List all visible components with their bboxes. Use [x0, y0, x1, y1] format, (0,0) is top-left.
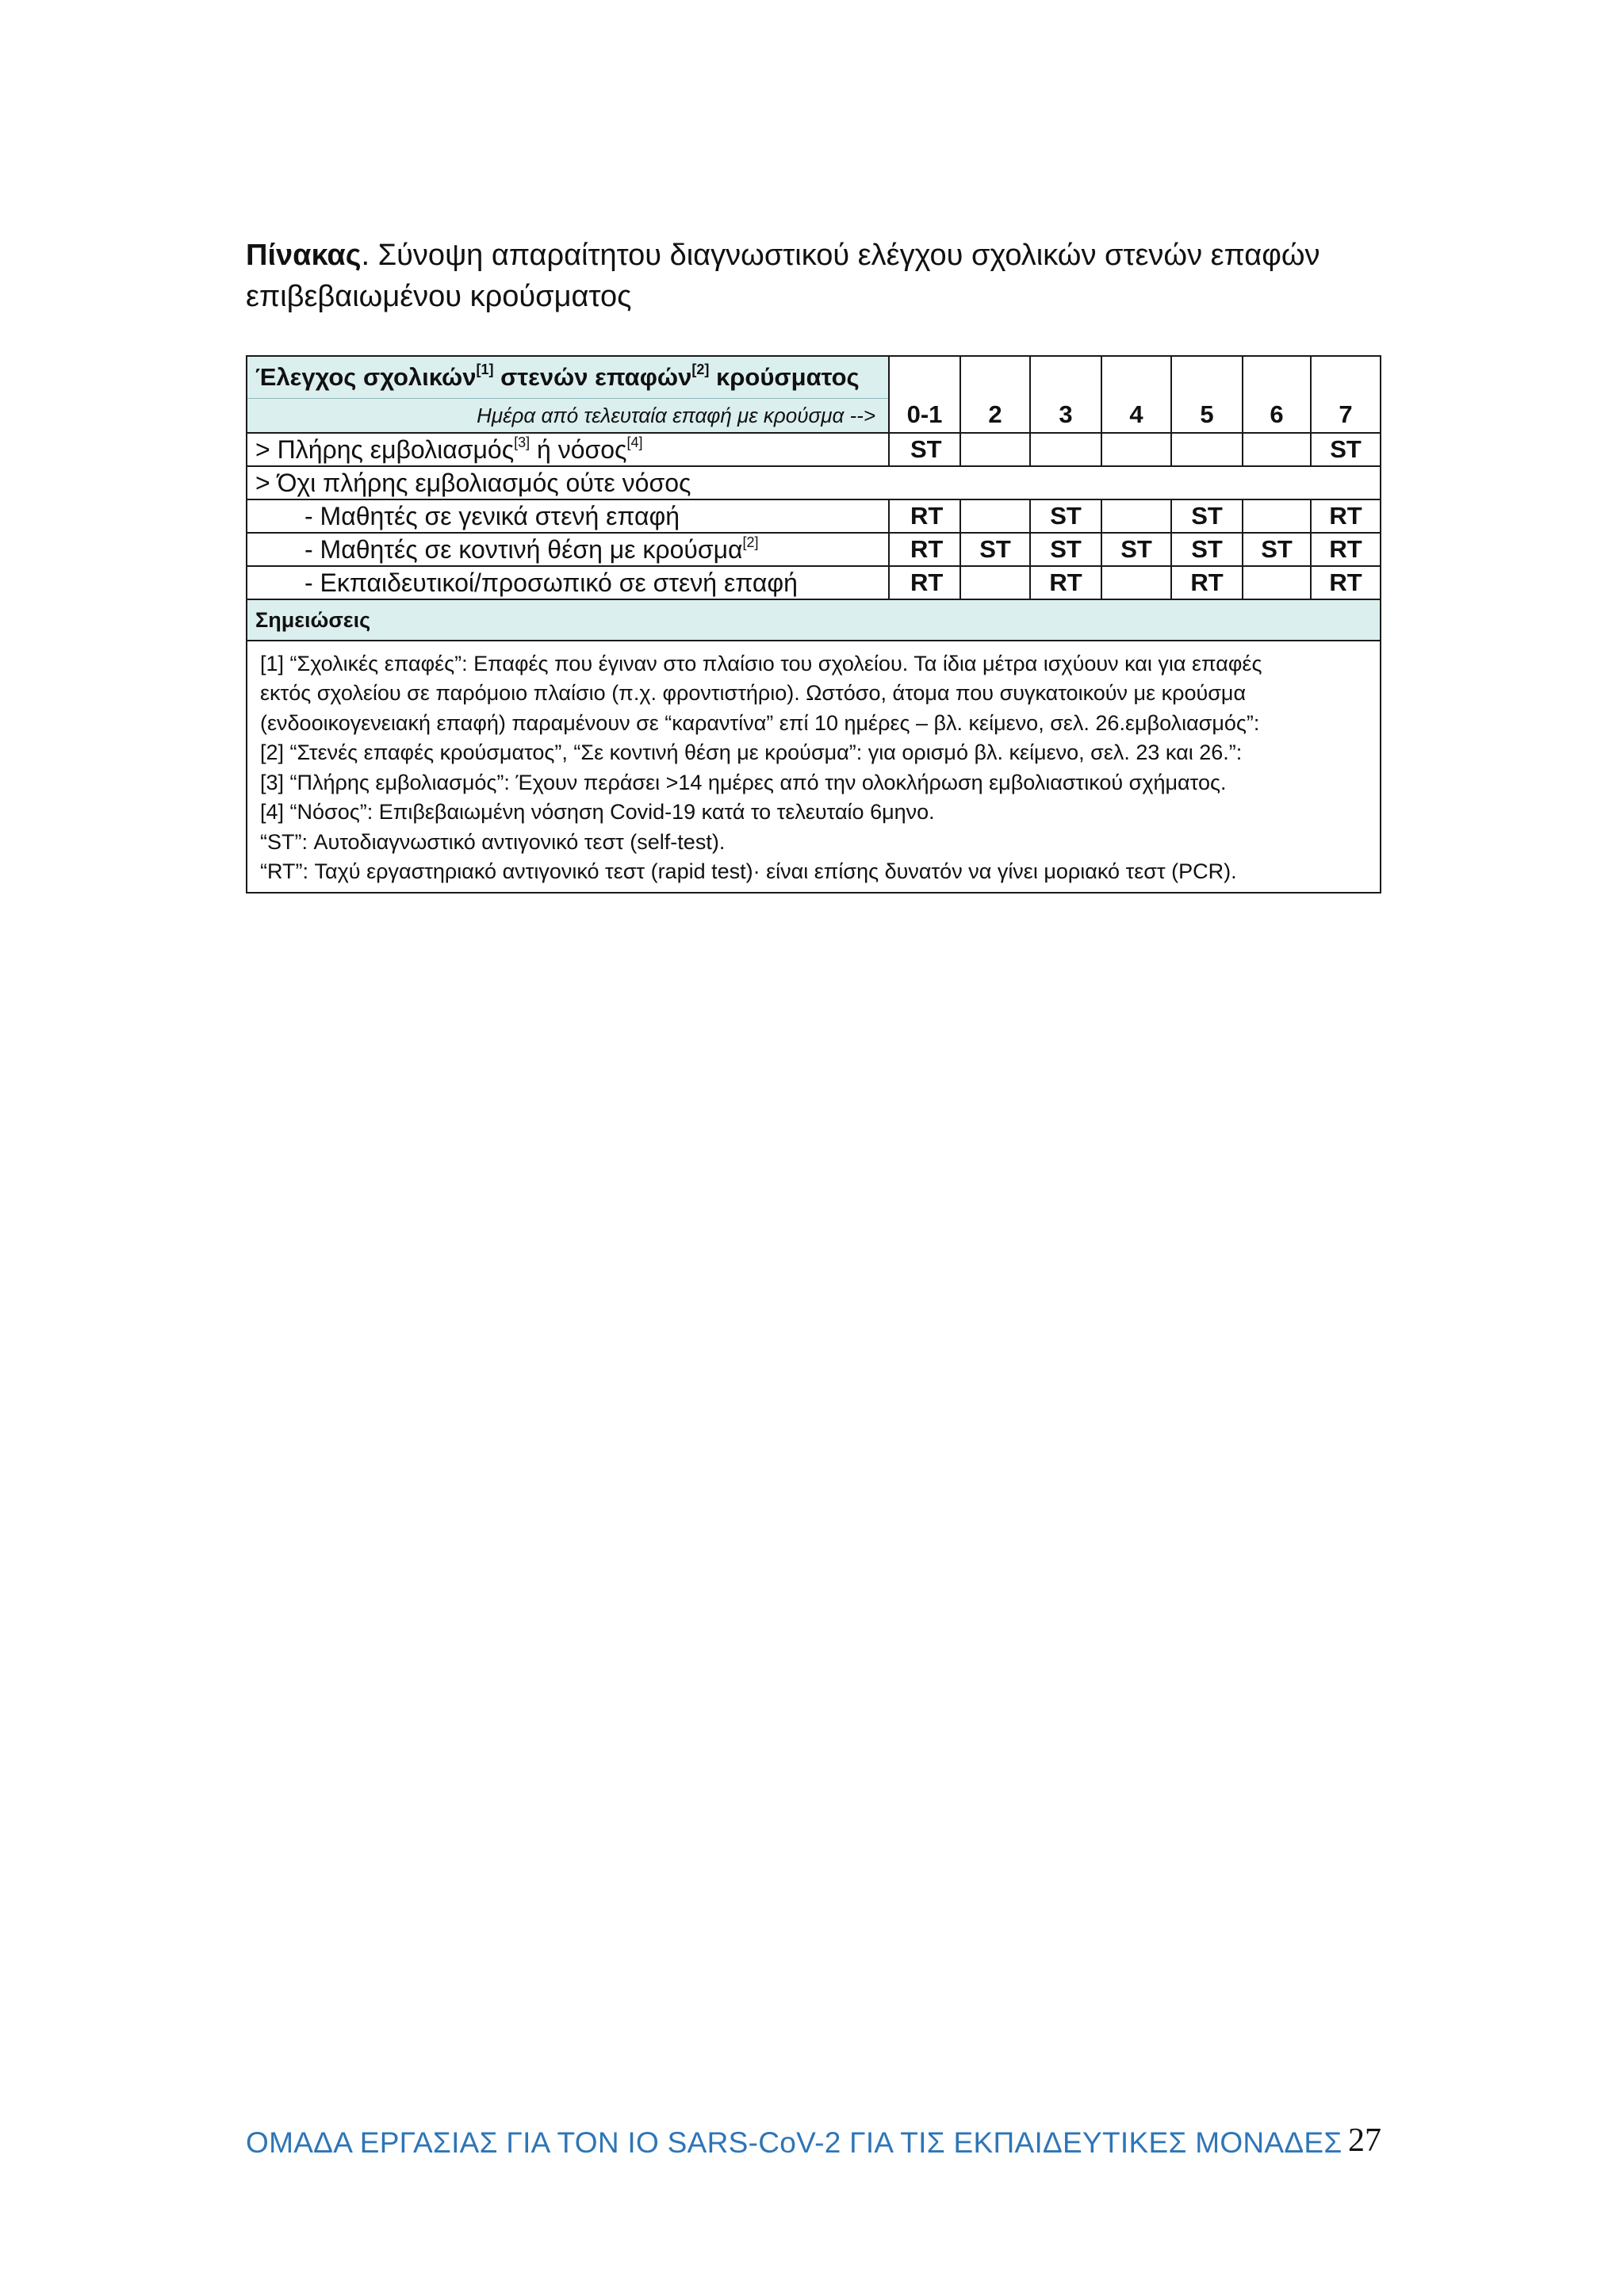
note-line: [2] “Στενές επαφές κρούσματος”, “Σε κοντινή θέση με κρούσμα”: για ορισμό βλ. κείμενο, σελ. 23 και 26.”: — [260, 740, 1243, 764]
test-cell: ST — [889, 433, 960, 466]
day-header: 6 — [1243, 399, 1311, 433]
table-row — [247, 566, 1381, 599]
notes-row — [247, 641, 1381, 893]
test-cell: ST — [1171, 499, 1243, 533]
test-cell: RT — [889, 533, 960, 566]
test-cell — [1030, 433, 1101, 466]
day-header: 5 — [1171, 399, 1243, 433]
test-cell: ST — [1030, 499, 1101, 533]
test-cell: RT — [889, 566, 960, 599]
day-header: 3 — [1030, 399, 1101, 433]
notes-title: Σημειώσεις — [247, 599, 1381, 641]
footnote-ref: [1] — [476, 362, 494, 377]
row-label-students-close: - Μαθητές σε κοντινή θέση με κρούσμα[2] — [247, 533, 889, 566]
row-label-full-vaccination: > Πλήρης εμβολιασμός[3] ή νόσος[4] — [247, 433, 889, 466]
table-row — [247, 533, 1381, 566]
footer-title: ΟΜΑΔΑ ΕΡΓΑΣΙΑΣ ΓΙΑ ΤΟΝ ΙΟ SARS-CoV-2 ΓΙΑ ΤΙΣ ΕΚΠΑΙΔΕΥΤΙΚΕΣ ΜΟΝΑΔΕΣ — [246, 2126, 1342, 2159]
note-line: [3] “Πλήρης εμβολιασμός”: Έχουν περάσει >14 ημέρες από την ολοκλήρωση εμβολιαστικού σχήματος. — [260, 770, 1227, 794]
test-cell — [1101, 499, 1171, 533]
footnote-ref: [4] — [626, 434, 643, 450]
footnote-ref: [3] — [514, 434, 530, 450]
table-row — [247, 499, 1381, 533]
note-line: “ST”: Αυτοδιαγνωστικό αντιγονικό τεστ (self-test). — [260, 829, 726, 854]
day-header-spacer — [960, 356, 1030, 399]
note-line: “RT”: Ταχύ εργαστηριακό αντιγονικό τεστ (rapid test)· είναι επίσης δυνατόν να γίνει μοριακό τεστ (PCR). — [260, 859, 1237, 883]
test-cell: RT — [1171, 566, 1243, 599]
day-header-spacer — [1030, 356, 1101, 399]
test-cell: RT — [1311, 566, 1381, 599]
test-cell: RT — [889, 499, 960, 533]
notes-header-row — [247, 599, 1381, 641]
test-cell: ST — [1030, 533, 1101, 566]
note-line: [4] “Νόσος”: Επιβεβαιωμένη νόσηση Covid-19 κατά το τελευταίο 6μηνο. — [260, 800, 935, 824]
test-cell: ST — [1171, 533, 1243, 566]
table-row — [247, 466, 1381, 499]
footnote-ref: [2] — [742, 534, 759, 550]
day-label: Ημέρα από τελευταία επαφή με κρούσμα --> — [247, 399, 889, 433]
day-header: 7 — [1311, 399, 1381, 433]
test-cell: ST — [1243, 533, 1311, 566]
test-cell — [960, 566, 1030, 599]
test-cell: ST — [1311, 433, 1381, 466]
notes-body — [247, 641, 1381, 893]
test-cell — [960, 433, 1030, 466]
day-header-spacer — [1311, 356, 1381, 399]
page-number: 27 — [1348, 2122, 1381, 2159]
day-header: 4 — [1101, 399, 1171, 433]
testing-summary-table — [246, 355, 1381, 894]
note-line: (ενδοοικογενειακή επαφή) παραμένουν σε “καραντίνα” επί 10 ημέρες – βλ. κείμενο, σελ. 26.εμβολιασμός”: — [260, 710, 1260, 735]
test-cell — [1243, 566, 1311, 599]
test-cell — [1243, 499, 1311, 533]
row-label-students-general: - Μαθητές σε γενικά στενή επαφή — [247, 499, 889, 533]
test-cell: RT — [1311, 533, 1381, 566]
test-cell — [1101, 433, 1171, 466]
table-title-row — [247, 356, 1381, 399]
row-label-staff: - Εκπαιδευτικοί/προσωπικό σε στενή επαφή — [247, 566, 889, 599]
day-header: 0-1 — [889, 399, 960, 433]
test-cell — [960, 499, 1030, 533]
test-cell — [1243, 433, 1311, 466]
day-header-row — [247, 399, 1381, 433]
caption-lead: Πίνακας — [246, 239, 362, 272]
footnote-ref: [2] — [691, 362, 710, 377]
test-cell: RT — [1030, 566, 1101, 599]
table-caption — [246, 235, 1372, 317]
table-title: Έλεγχος σχολικών[1] στενών επαφών[2] κρούσματος — [247, 356, 889, 399]
test-cell — [1101, 566, 1171, 599]
test-cell: ST — [1101, 533, 1171, 566]
day-header-spacer — [889, 356, 960, 399]
test-cell: ST — [960, 533, 1030, 566]
day-header-spacer — [1243, 356, 1311, 399]
note-line: [1] “Σχολικές επαφές”: Επαφές που έγιναν στο πλαίσιο του σχολείου. Τα ίδια μέτρα ισχύουν και για επαφές — [260, 651, 1262, 675]
caption-text: . Σύνοψη απαραίτητου διαγνωστικού ελέγχου σχολικών στενών επαφών επιβεβαιωμένου κρούσματος — [246, 239, 1320, 313]
day-header-spacer — [1101, 356, 1171, 399]
test-cell: RT — [1311, 499, 1381, 533]
day-header-spacer — [1171, 356, 1243, 399]
test-cell — [1171, 433, 1243, 466]
table-row — [247, 433, 1381, 466]
row-label-not-full-vaccination: > Όχι πλήρης εμβολιασμός ούτε νόσος — [247, 466, 1381, 499]
note-line: εκτός σχολείου σε παρόμοιο πλαίσιο (π.χ. φροντιστήριο). Ωστόσο, άτομα που συγκατοικούν με κρούσμα — [260, 681, 1247, 705]
day-header: 2 — [960, 399, 1030, 433]
